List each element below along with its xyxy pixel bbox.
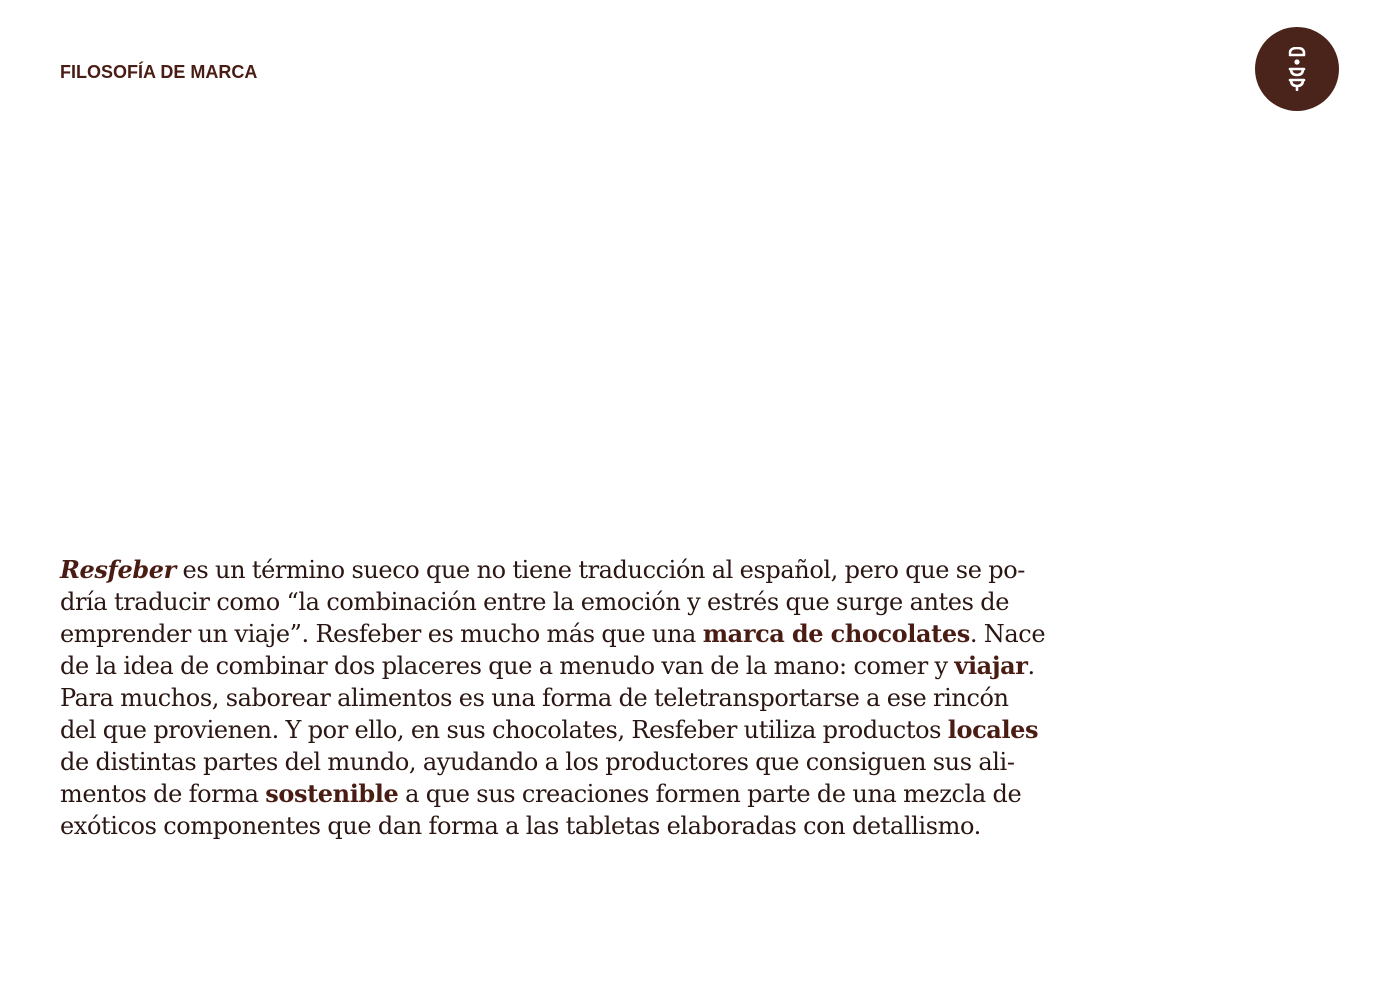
brand-philosophy-paragraph <box>60 554 1140 842</box>
paragraph-text: emprender un viaje”. Resfeber es mucho más que una <box>60 620 703 648</box>
paragraph-text: a que sus creaciones formen parte de una mezcla de <box>398 780 1022 808</box>
paragraph-text: del que provienen. Y por ello, en sus chocolates, Resfeber utiliza productos <box>60 716 948 744</box>
paragraph-text: exóticos componentes que dan forma a las tabletas elaboradas con detallismo. <box>60 812 981 840</box>
highlight-sustainable: sostenible <box>265 779 399 808</box>
paragraph-text: dría traducir como “la combinación entre la emoción y estrés que surge antes de <box>60 588 1010 616</box>
paragraph-text: de la idea de combinar dos placeres que a menudo van de la mano: comer y <box>60 652 955 680</box>
section-title: FILOSOFÍA DE MARCA <box>60 62 258 82</box>
paragraph-text: de distintas partes del mundo, ayudando a los productores que consiguen sus ali- <box>60 748 1015 776</box>
highlight-local: locales <box>947 715 1039 744</box>
paragraph-text: . <box>1027 652 1035 680</box>
paragraph-text: Para muchos, saborear alimentos es una forma de teletransportarse a ese rincón <box>60 684 1009 712</box>
highlight-chocolate-brand: marca de chocolates <box>702 619 970 648</box>
brand-name-emphasis: Resfeber <box>60 555 176 584</box>
resfeber-monogram-icon <box>1282 47 1312 91</box>
paragraph-text: mentos de forma <box>60 780 266 808</box>
highlight-travel: viajar <box>954 651 1028 680</box>
paragraph-text: . Nace <box>969 620 1046 648</box>
brand-logo-badge <box>1255 27 1339 111</box>
paragraph-text: es un término sueco que no tiene traducción al español, pero que se po- <box>175 556 1025 584</box>
